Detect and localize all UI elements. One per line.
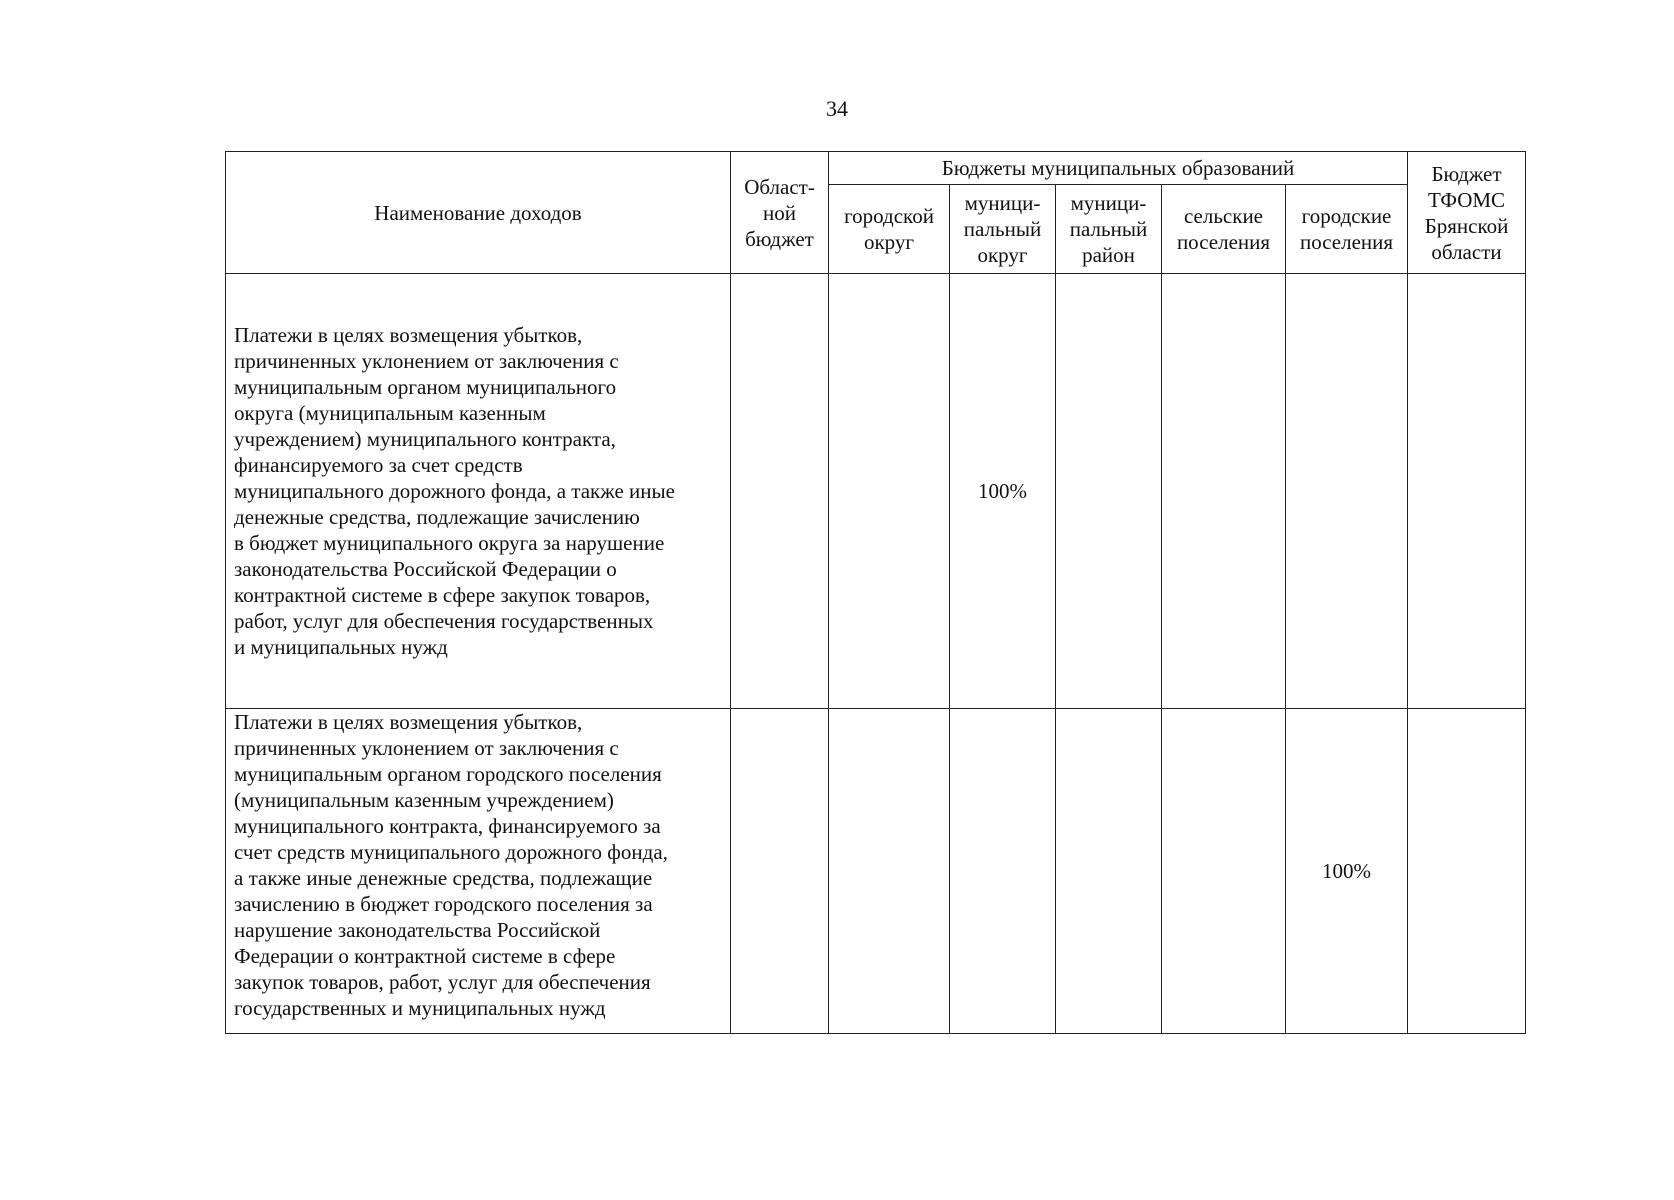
header-income-name: Наименование доходов [226, 152, 731, 274]
regional-value-cell [731, 274, 829, 709]
header-regional-budget: Област- ной бюджет [731, 152, 829, 274]
header-municipal-budgets: Бюджеты муниципальных образований [829, 152, 1408, 185]
income-distribution-table [225, 151, 1526, 1034]
page-number: 34 [826, 96, 848, 121]
header-rural-settlements: сельские поселения [1162, 185, 1286, 274]
header-urban-settlements: городские поселения [1286, 185, 1408, 274]
header-municipal-okrug: муници- пальный округ [950, 185, 1056, 274]
municipal-raion-value-cell [1056, 709, 1162, 1034]
rural-settlements-value-cell [1162, 274, 1286, 709]
income-name-cell: Платежи в целях возмещения убытков, причиненных уклонением от заключения с муниципальным органом муниципального округа (муниципальным казенным учреждением) муниципального контракта, финансируемого за счет средств муниципального дорожного фонда, а также иные денежные средства, подлежащие зачислению в бюджет муниципального округа за нарушение законодательства Российской Федерации о контрактной системе в сфере закупок товаров, работ, услуг для обеспечения государственных и муниципальных нужд [226, 274, 731, 709]
city-district-value-cell [829, 274, 950, 709]
header-city-district: городской округ [829, 185, 950, 274]
municipal-okrug-value-cell [950, 709, 1056, 1034]
header-municipal-raion: муници- пальный район [1056, 185, 1162, 274]
city-district-value-cell [829, 709, 950, 1034]
tfoms-value-cell [1408, 274, 1526, 709]
urban-settlements-value-cell: 100% [1286, 709, 1408, 1034]
income-name-cell: Платежи в целях возмещения убытков, причиненных уклонением от заключения с муниципальным органом городского поселения (муниципальным казенным учреждением) муниципального контракта, финансируемого за счет средств муниципального дорожного фонда, а также иные денежные средства, подлежащие зачислению в бюджет городского поселения за нарушение законодательства Российской Федерации о контрактной системе в сфере закупок товаров, работ, услуг для обеспечения государственных и муниципальных нужд [226, 709, 731, 1034]
municipal-raion-value-cell [1056, 274, 1162, 709]
header-tfoms-budget: Бюджет ТФОМС Брянской области [1408, 152, 1526, 274]
rural-settlements-value-cell [1162, 709, 1286, 1034]
table-row [226, 274, 1526, 709]
municipal-okrug-value-cell: 100% [950, 274, 1056, 709]
urban-settlements-value-cell [1286, 274, 1408, 709]
tfoms-value-cell [1408, 709, 1526, 1034]
table-row [226, 709, 1526, 1034]
regional-value-cell [731, 709, 829, 1034]
